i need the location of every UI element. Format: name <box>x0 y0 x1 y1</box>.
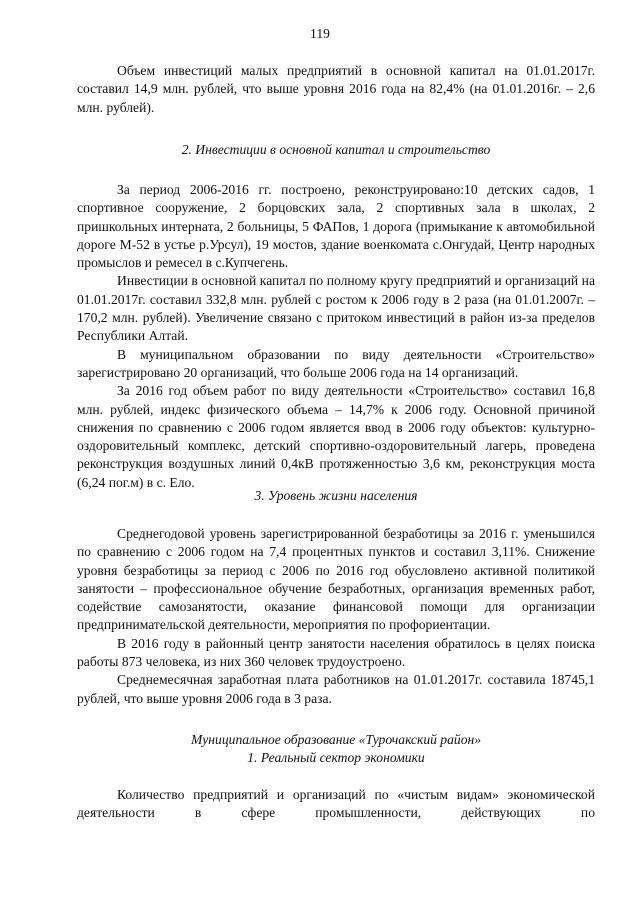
section-3-paragraph-3: Среднемесячная заработная плата работников на 01.01.2017г. составила 18745,1 рублей, что выше уровня 2006 года в 3 раза. <box>77 672 595 706</box>
municipality-paragraph: Количество предприятий и организаций по «чистым видам» экономической деятельности в сфере промышленности, действующих по <box>77 787 595 821</box>
real-sector-subheading: 1. Реальный сектор экономики <box>247 750 425 765</box>
section-3-body <box>77 525 595 708</box>
section-3-heading: 3. Уровень жизни населения <box>254 488 418 503</box>
section-2-paragraph-3: В муниципальном образовании по виду деятельности «Строительство» зарегистрировано 20 организаций, что больше 2006 года на 14 организаций. <box>77 346 595 380</box>
intro-block <box>77 62 595 117</box>
section-2-paragraph-2: Инвестиции в основной капитал по полному кругу предприятий и организаций на 01.01.2017г. составил 332,8 млн. рублей с ростом к 2006 году в 2 раза (на 01.01.2007г. – 170,2 млн. рублей). Увеличение связано с притоком инвестиций в район из-за пределов Республики Алтай. <box>77 273 595 344</box>
section-2-heading: 2. Инвестиции в основной капитал и строительство <box>181 142 491 157</box>
intro-paragraph: Объем инвестиций малых предприятий в основной капитал на 01.01.2017г. составил 14,9 млн. рублей, что выше уровня 2016 года на 82,4% (на 01.01.2016г. – 2,6 млн. рублей). <box>77 63 595 115</box>
municipality-body <box>77 786 595 823</box>
section-2-body <box>77 181 595 492</box>
section-2-paragraph-4: За 2016 год объем работ по виду деятельности «Строительство» составил 16,8 млн. рублей, индекс физического объема – 14,7% к 2006 году. Основной причиной снижения по сравнению с 2006 годом является ввод в 2006 году объектов: культурно-оздоровительный комплекс, детский спортивно-оздоровительный лагерь, проведена реконструкция воздушных линий 0,4кВ протяженностью 3,6 км, реконструкция моста (6,24 пог.м) в с. Ело. <box>77 383 595 490</box>
section-2-paragraph-1: За период 2006-2016 гг. построено, реконструировано:10 детских садов, 1 спортивное сооружение, 2 борцовских зала, 2 спортивных зала в школах, 2 пришкольных интерната, 2 больницы, 5 ФАПов, 1 дорога (примыкание к автомобильной дороге М-52 в устье р.Урсул), 19 мостов, здание военкомата с.Онгудай, Центр народных промыслов и ремесел в с.Купчегень. <box>77 182 595 271</box>
section-3-paragraph-1: Среднегодовой уровень зарегистрированной безработицы за 2016 г. уменьшился по сравнению с 2006 годом на 7,4 процентных пунктов и составил 3,11%. Снижение уровня безработицы за период с 2006 по 2016 год обусловлено активной политикой занятости – профессиональное обучение безработных, организация временных работ, содействие самозанятости, оказание финансовой помощи для организации предпринимательской деятельности, мероприятия по профориентации. <box>77 526 595 633</box>
page-number: 119 <box>310 26 330 41</box>
section-3-paragraph-2: В 2016 году в районный центр занятости населения обратилось в целях поиска работы 873 человека, из них 360 человек трудоустроено. <box>77 635 595 670</box>
municipality-heading: Муниципальное образование «Турочакский район» <box>190 732 482 747</box>
